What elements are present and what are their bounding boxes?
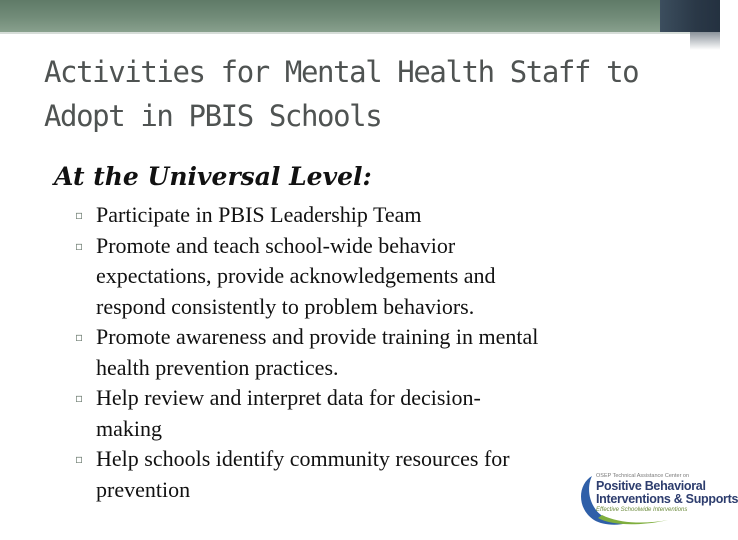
- bullet-marker-icon: ▫: [75, 452, 84, 466]
- logo-small-caption: OSEP Technical Assistance Center on: [596, 473, 690, 479]
- bullet-text-line: Promote and teach school-wide behavior: [96, 232, 456, 258]
- bullet-text-line: respond consistently to problem behaviors.: [96, 293, 475, 319]
- top-decorative-band: [0, 0, 720, 32]
- logo-text-line-2: Interventions & Supports: [596, 492, 738, 506]
- bullet-marker-icon: ▫: [75, 391, 84, 405]
- band-green-segment: [0, 0, 660, 32]
- bullet-item: [75, 322, 695, 383]
- bullet-text-line: prevention: [96, 476, 191, 502]
- bullet-text-line: Promote awareness and provide training in mental: [96, 324, 539, 349]
- band-dark-segment: [660, 0, 720, 32]
- title-line-2: Adopt in PBIS Schools: [44, 99, 382, 133]
- bullet-marker-icon: ▫: [75, 238, 84, 253]
- bullet-item: [75, 231, 695, 323]
- band-separator-line: [0, 32, 690, 34]
- bullet-text-line: Help schools identify community resources for: [96, 446, 510, 471]
- bullet-list: [75, 200, 695, 505]
- logo-text-line-1: Positive Behavioral: [596, 479, 706, 493]
- bullet-text-line: health prevention practices.: [96, 354, 339, 380]
- bullet-item: [75, 383, 695, 444]
- bullet-marker-icon: ▫: [75, 208, 84, 222]
- bullet-marker-icon: ▫: [75, 330, 84, 344]
- pbis-logo: [572, 468, 738, 530]
- title-line-1: Activities for Mental Health Staff to: [44, 55, 639, 89]
- bullet-text-line: Help review and interpret data for decision-: [96, 385, 481, 410]
- slide-title: [44, 50, 684, 138]
- section-subtitle: At the Universal Level:: [54, 162, 372, 191]
- bullet-text-line: expectations, provide acknowledgements and: [96, 263, 496, 288]
- logo-tagline: Effective Schoolwide Interventions: [596, 507, 688, 513]
- bullet-text-line: Participate in PBIS Leadership Team: [96, 202, 422, 227]
- bullet-text-line: making: [96, 415, 162, 441]
- band-dark-fade: [690, 32, 720, 50]
- bullet-item: [75, 200, 695, 231]
